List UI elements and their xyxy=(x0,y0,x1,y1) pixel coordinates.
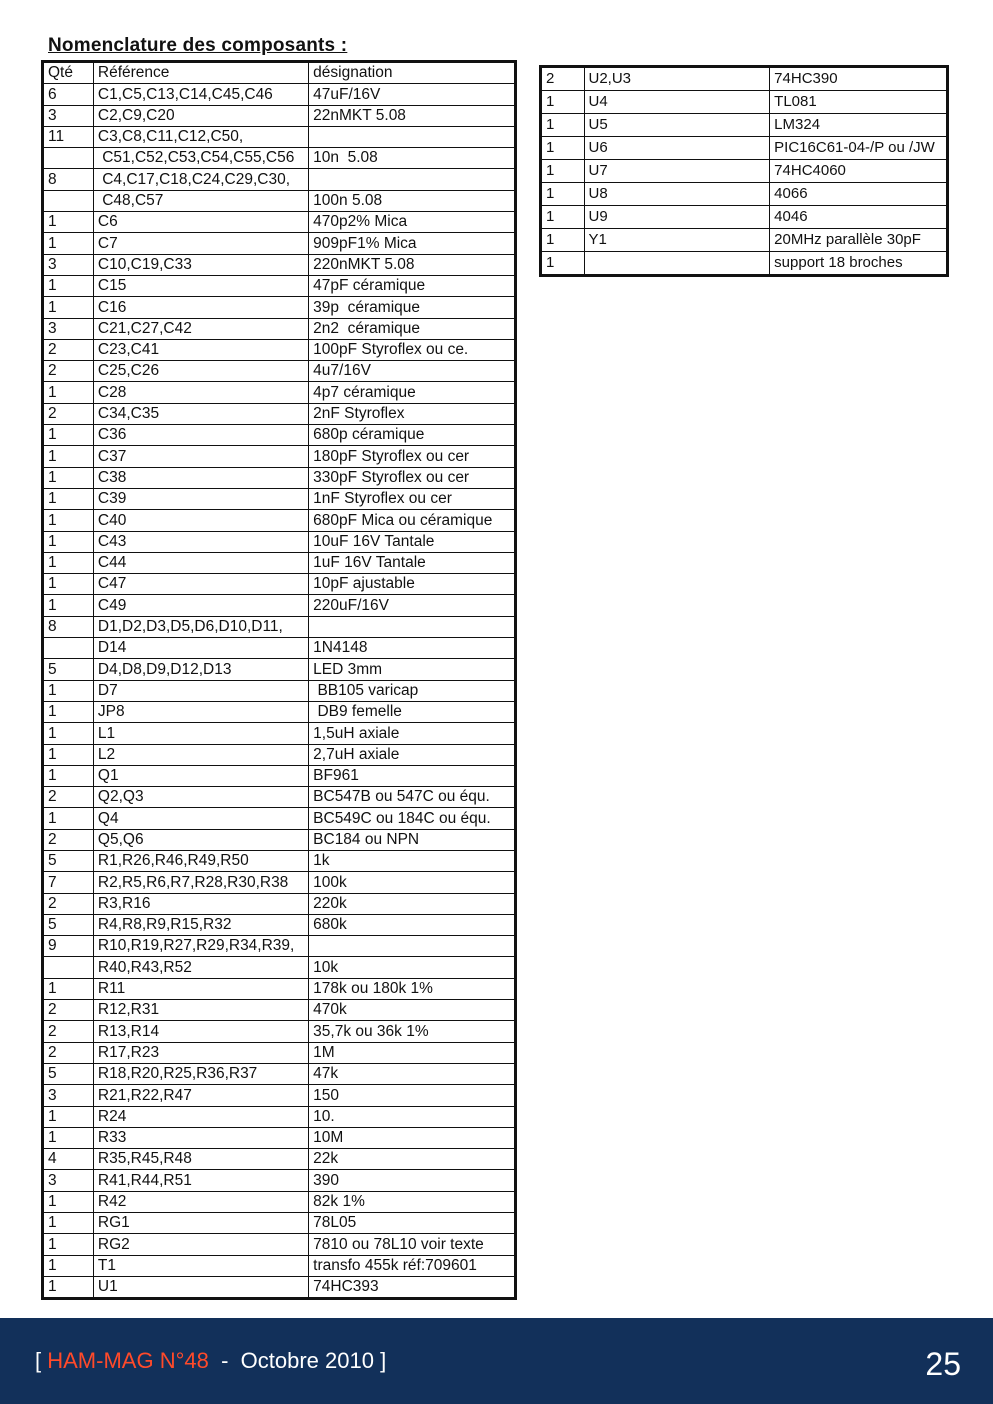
reference-cell: U2,U3 xyxy=(584,67,770,91)
reference-cell: R1,R26,R46,R49,R50 xyxy=(93,850,308,871)
designation-cell: 10. xyxy=(309,1106,516,1127)
table-row xyxy=(541,229,948,252)
table-row xyxy=(43,616,516,637)
table-row xyxy=(541,114,948,137)
qty-cell: 1 xyxy=(43,680,94,701)
designation-cell: 7810 ou 78L10 voir texte xyxy=(309,1234,516,1255)
table-row xyxy=(43,148,516,169)
qty-cell: 3 xyxy=(43,1170,94,1191)
designation-cell: 390 xyxy=(309,1170,516,1191)
reference-cell: U7 xyxy=(584,160,770,183)
reference-cell: C43 xyxy=(93,531,308,552)
reference-cell: U6 xyxy=(584,137,770,160)
table-row xyxy=(43,1021,516,1042)
table-row xyxy=(43,574,516,595)
qty-cell: 1 xyxy=(43,808,94,829)
designation-cell: 100k xyxy=(309,872,516,893)
qty-cell: 1 xyxy=(43,978,94,999)
table-row xyxy=(43,84,516,105)
qty-cell: 1 xyxy=(43,744,94,765)
table-row xyxy=(541,137,948,160)
table-row xyxy=(43,297,516,318)
qty-cell: 2 xyxy=(43,893,94,914)
qty-cell: 3 xyxy=(43,318,94,339)
qty-cell: 1 xyxy=(43,297,94,318)
designation-cell: 470k xyxy=(309,1000,516,1021)
designation-cell: 680p céramique xyxy=(309,425,516,446)
qty-cell: 1 xyxy=(43,701,94,722)
table-row xyxy=(43,957,516,978)
qty-cell: 1 xyxy=(541,137,585,160)
table-row xyxy=(43,233,516,254)
qty-cell: 1 xyxy=(541,183,585,206)
designation-cell: 220uF/16V xyxy=(309,595,516,616)
reference-cell: D7 xyxy=(93,680,308,701)
qty-cell: 2 xyxy=(43,339,94,360)
designation-cell xyxy=(309,169,516,190)
reference-cell: C16 xyxy=(93,297,308,318)
table-row xyxy=(43,403,516,424)
reference-cell: C4,C17,C18,C24,C29,C30, xyxy=(93,169,308,190)
table-row xyxy=(541,183,948,206)
qty-cell: 9 xyxy=(43,936,94,957)
qty-cell: 1 xyxy=(43,552,94,573)
table-row xyxy=(43,382,516,403)
qty-cell: 1 xyxy=(541,160,585,183)
designation-cell: 4046 xyxy=(770,206,948,229)
footer-bracket-close: ] xyxy=(380,1348,387,1373)
designation-cell: 4p7 céramique xyxy=(309,382,516,403)
reference-cell: R24 xyxy=(93,1106,308,1127)
designation-cell: 4066 xyxy=(770,183,948,206)
reference-cell: Q1 xyxy=(93,765,308,786)
designation-cell: DB9 femelle xyxy=(309,701,516,722)
reference-cell: R12,R31 xyxy=(93,1000,308,1021)
reference-cell xyxy=(584,252,770,276)
reference-cell: C48,C57 xyxy=(93,190,308,211)
header-designation: désignation xyxy=(309,62,516,84)
table-header-row xyxy=(43,62,516,84)
designation-cell: BC184 ou NPN xyxy=(309,829,516,850)
reference-cell: T1 xyxy=(93,1255,308,1276)
reference-cell: C10,C19,C33 xyxy=(93,254,308,275)
reference-cell: C7 xyxy=(93,233,308,254)
qty-cell: 1 xyxy=(43,233,94,254)
components-table-right xyxy=(539,65,949,277)
table-row xyxy=(43,659,516,680)
reference-cell: C47 xyxy=(93,574,308,595)
qty-cell: 1 xyxy=(43,1213,94,1234)
table-row xyxy=(43,361,516,382)
qty-cell: 2 xyxy=(541,67,585,91)
qty-cell xyxy=(43,638,94,659)
header-reference: Référence xyxy=(93,62,308,84)
reference-cell: L2 xyxy=(93,744,308,765)
qty-cell: 1 xyxy=(43,382,94,403)
table-row xyxy=(43,1149,516,1170)
qty-cell: 7 xyxy=(43,872,94,893)
designation-cell: 47k xyxy=(309,1063,516,1084)
reference-cell: U8 xyxy=(584,183,770,206)
designation-cell: LED 3mm xyxy=(309,659,516,680)
qty-cell: 1 xyxy=(43,212,94,233)
designation-cell: 74HC390 xyxy=(770,67,948,91)
table-row xyxy=(43,638,516,659)
qty-cell: 1 xyxy=(541,91,585,114)
table-row xyxy=(43,1000,516,1021)
header-qty: Qté xyxy=(43,62,94,84)
qty-cell: 1 xyxy=(43,1234,94,1255)
table-row xyxy=(541,91,948,114)
qty-cell: 1 xyxy=(43,510,94,531)
table-row xyxy=(43,893,516,914)
qty-cell: 1 xyxy=(43,531,94,552)
designation-cell: transfo 455k réf:709601 xyxy=(309,1255,516,1276)
table-row xyxy=(43,425,516,446)
reference-cell: C40 xyxy=(93,510,308,531)
designation-cell: 1uF 16V Tantale xyxy=(309,552,516,573)
table-row xyxy=(43,552,516,573)
qty-cell: 1 xyxy=(43,275,94,296)
reference-cell: C36 xyxy=(93,425,308,446)
table-row xyxy=(43,1255,516,1276)
designation-cell: 10M xyxy=(309,1127,516,1148)
qty-cell: 4 xyxy=(43,1149,94,1170)
qty-cell xyxy=(43,190,94,211)
designation-cell: 680k xyxy=(309,914,516,935)
table-row xyxy=(43,850,516,871)
table-row xyxy=(43,829,516,850)
qty-cell: 1 xyxy=(43,1106,94,1127)
qty-cell: 2 xyxy=(43,1021,94,1042)
footer-separator: - xyxy=(221,1348,229,1373)
reference-cell: C3,C8,C11,C12,C50, xyxy=(93,126,308,147)
reference-cell: R2,R5,R6,R7,R28,R30,R38 xyxy=(93,872,308,893)
designation-cell: 220k xyxy=(309,893,516,914)
designation-cell: 22nMKT 5.08 xyxy=(309,105,516,126)
components-table-left xyxy=(41,60,517,1300)
table-row xyxy=(541,206,948,229)
qty-cell: 5 xyxy=(43,914,94,935)
footer-bracket-open: [ xyxy=(35,1348,42,1373)
reference-cell: U5 xyxy=(584,114,770,137)
designation-cell: 2n2 céramique xyxy=(309,318,516,339)
designation-cell: BC549C ou 184C ou équ. xyxy=(309,808,516,829)
qty-cell: 11 xyxy=(43,126,94,147)
qty-cell: 2 xyxy=(43,1000,94,1021)
qty-cell: 5 xyxy=(43,1063,94,1084)
reference-cell: R18,R20,R25,R36,R37 xyxy=(93,1063,308,1084)
qty-cell: 1 xyxy=(43,574,94,595)
designation-cell: 10k xyxy=(309,957,516,978)
qty-cell: 3 xyxy=(43,254,94,275)
reference-cell: C44 xyxy=(93,552,308,573)
designation-cell xyxy=(309,936,516,957)
table-row xyxy=(541,252,948,276)
reference-cell: R3,R16 xyxy=(93,893,308,914)
qty-cell xyxy=(43,957,94,978)
reference-cell: R13,R14 xyxy=(93,1021,308,1042)
reference-cell: C34,C35 xyxy=(93,403,308,424)
qty-cell: 1 xyxy=(43,446,94,467)
qty-cell: 1 xyxy=(43,1255,94,1276)
qty-cell: 1 xyxy=(541,114,585,137)
designation-cell: 470p2% Mica xyxy=(309,212,516,233)
reference-cell: C38 xyxy=(93,467,308,488)
reference-cell: D14 xyxy=(93,638,308,659)
table-row xyxy=(43,510,516,531)
table-row xyxy=(43,169,516,190)
designation-cell: BC547B ou 547C ou équ. xyxy=(309,787,516,808)
reference-cell: C1,C5,C13,C14,C45,C46 xyxy=(93,84,308,105)
designation-cell: 78L05 xyxy=(309,1213,516,1234)
table-row xyxy=(43,488,516,509)
qty-cell: 1 xyxy=(541,229,585,252)
table-row xyxy=(43,1170,516,1191)
reference-cell: RG1 xyxy=(93,1213,308,1234)
reference-cell: D1,D2,D3,D5,D6,D10,D11, xyxy=(93,616,308,637)
table-row xyxy=(43,936,516,957)
designation-cell: 10n 5.08 xyxy=(309,148,516,169)
qty-cell: 1 xyxy=(43,1191,94,1212)
qty-cell: 8 xyxy=(43,169,94,190)
reference-cell: R21,R22,R47 xyxy=(93,1085,308,1106)
qty-cell: 6 xyxy=(43,84,94,105)
reference-cell: C28 xyxy=(93,382,308,403)
reference-cell: R42 xyxy=(93,1191,308,1212)
table-row xyxy=(43,1063,516,1084)
designation-cell: 2,7uH axiale xyxy=(309,744,516,765)
table-row xyxy=(43,872,516,893)
designation-cell: 10uF 16V Tantale xyxy=(309,531,516,552)
qty-cell: 1 xyxy=(43,595,94,616)
table-row xyxy=(43,1234,516,1255)
qty-cell: 5 xyxy=(43,659,94,680)
page-number: 25 xyxy=(925,1346,961,1382)
magazine-name: HAM-MAG N°48 xyxy=(47,1348,209,1373)
reference-cell: C51,C52,C53,C54,C55,C56 xyxy=(93,148,308,169)
table-row xyxy=(43,1042,516,1063)
issue-date: Octobre 2010 xyxy=(240,1348,374,1373)
designation-cell: 180pF Styroflex ou cer xyxy=(309,446,516,467)
reference-cell: R35,R45,R48 xyxy=(93,1149,308,1170)
qty-cell: 2 xyxy=(43,403,94,424)
reference-cell: C37 xyxy=(93,446,308,467)
table-row xyxy=(43,1276,516,1298)
qty-cell: 8 xyxy=(43,616,94,637)
table-row xyxy=(43,275,516,296)
reference-cell: Q2,Q3 xyxy=(93,787,308,808)
table-row xyxy=(43,744,516,765)
reference-cell: R11 xyxy=(93,978,308,999)
reference-cell: R33 xyxy=(93,1127,308,1148)
reference-cell: R17,R23 xyxy=(93,1042,308,1063)
qty-cell: 1 xyxy=(43,467,94,488)
reference-cell: Q4 xyxy=(93,808,308,829)
reference-cell: C25,C26 xyxy=(93,361,308,382)
page-footer xyxy=(0,1318,993,1404)
table-row xyxy=(43,701,516,722)
designation-cell: 1nF Styroflex ou cer xyxy=(309,488,516,509)
designation-cell: support 18 broches xyxy=(770,252,948,276)
designation-cell: BB105 varicap xyxy=(309,680,516,701)
designation-cell: 22k xyxy=(309,1149,516,1170)
reference-cell: L1 xyxy=(93,723,308,744)
designation-cell: 1,5uH axiale xyxy=(309,723,516,744)
designation-cell: 20MHz parallèle 30pF xyxy=(770,229,948,252)
reference-cell: R41,R44,R51 xyxy=(93,1170,308,1191)
qty-cell: 5 xyxy=(43,850,94,871)
qty-cell: 2 xyxy=(43,361,94,382)
designation-cell: 1k xyxy=(309,850,516,871)
table-row xyxy=(43,339,516,360)
designation-cell: 39p céramique xyxy=(309,297,516,318)
reference-cell: C15 xyxy=(93,275,308,296)
qty-cell: 1 xyxy=(541,206,585,229)
reference-cell: RG2 xyxy=(93,1234,308,1255)
table-row xyxy=(43,318,516,339)
reference-cell: R10,R19,R27,R29,R34,R39, xyxy=(93,936,308,957)
qty-cell: 3 xyxy=(43,1085,94,1106)
reference-cell: C49 xyxy=(93,595,308,616)
table-row xyxy=(43,680,516,701)
designation-cell: TL081 xyxy=(770,91,948,114)
reference-cell: C39 xyxy=(93,488,308,509)
designation-cell: 100pF Styroflex ou ce. xyxy=(309,339,516,360)
table-row xyxy=(43,126,516,147)
qty-cell: 1 xyxy=(43,425,94,446)
table-row xyxy=(43,978,516,999)
designation-cell: 47pF céramique xyxy=(309,275,516,296)
designation-cell xyxy=(309,126,516,147)
designation-cell: BF961 xyxy=(309,765,516,786)
reference-cell: R40,R43,R52 xyxy=(93,957,308,978)
designation-cell: 680pF Mica ou céramique xyxy=(309,510,516,531)
reference-cell: U9 xyxy=(584,206,770,229)
qty-cell: 1 xyxy=(43,1276,94,1298)
table-row xyxy=(43,595,516,616)
table-row xyxy=(43,467,516,488)
designation-cell: 150 xyxy=(309,1085,516,1106)
qty-cell: 1 xyxy=(43,765,94,786)
reference-cell: C21,C27,C42 xyxy=(93,318,308,339)
designation-cell xyxy=(309,616,516,637)
table-row xyxy=(43,446,516,467)
designation-cell: 47uF/16V xyxy=(309,84,516,105)
table-row xyxy=(43,190,516,211)
designation-cell: 909pF1% Mica xyxy=(309,233,516,254)
reference-cell: U4 xyxy=(584,91,770,114)
table-row xyxy=(43,212,516,233)
reference-cell: Y1 xyxy=(584,229,770,252)
reference-cell: C23,C41 xyxy=(93,339,308,360)
designation-cell: 82k 1% xyxy=(309,1191,516,1212)
reference-cell: JP8 xyxy=(93,701,308,722)
designation-cell: 4u7/16V xyxy=(309,361,516,382)
designation-cell: 330pF Styroflex ou cer xyxy=(309,467,516,488)
reference-cell: Q5,Q6 xyxy=(93,829,308,850)
qty-cell: 3 xyxy=(43,105,94,126)
table-row xyxy=(43,914,516,935)
table-row xyxy=(43,723,516,744)
designation-cell: 35,7k ou 36k 1% xyxy=(309,1021,516,1042)
reference-cell: D4,D8,D9,D12,D13 xyxy=(93,659,308,680)
footer-issue xyxy=(35,1348,386,1374)
qty-cell: 2 xyxy=(43,787,94,808)
table-row xyxy=(43,105,516,126)
designation-cell: PIC16C61-04-/P ou /JW xyxy=(770,137,948,160)
designation-cell: 178k ou 180k 1% xyxy=(309,978,516,999)
reference-cell: U1 xyxy=(93,1276,308,1298)
designation-cell: 10pF ajustable xyxy=(309,574,516,595)
designation-cell: 220nMKT 5.08 xyxy=(309,254,516,275)
qty-cell: 1 xyxy=(43,1127,94,1148)
reference-cell: R4,R8,R9,R15,R32 xyxy=(93,914,308,935)
page-title: Nomenclature des composants : xyxy=(48,35,348,56)
table-row xyxy=(43,765,516,786)
table-row xyxy=(43,787,516,808)
table-row xyxy=(541,67,948,91)
designation-cell: 1M xyxy=(309,1042,516,1063)
qty-cell: 1 xyxy=(43,488,94,509)
table-row xyxy=(43,1106,516,1127)
table-row xyxy=(43,1213,516,1234)
table-row xyxy=(43,1127,516,1148)
designation-cell: 74HC4060 xyxy=(770,160,948,183)
reference-cell: C2,C9,C20 xyxy=(93,105,308,126)
qty-cell: 2 xyxy=(43,1042,94,1063)
designation-cell: 2nF Styroflex xyxy=(309,403,516,424)
designation-cell: 100n 5.08 xyxy=(309,190,516,211)
table-row xyxy=(43,254,516,275)
designation-cell: 74HC393 xyxy=(309,1276,516,1298)
qty-cell: 1 xyxy=(541,252,585,276)
table-row xyxy=(43,1191,516,1212)
qty-cell xyxy=(43,148,94,169)
table-row xyxy=(541,160,948,183)
table-row xyxy=(43,531,516,552)
designation-cell: LM324 xyxy=(770,114,948,137)
table-row xyxy=(43,1085,516,1106)
qty-cell: 1 xyxy=(43,723,94,744)
table-row xyxy=(43,808,516,829)
qty-cell: 2 xyxy=(43,829,94,850)
designation-cell: 1N4148 xyxy=(309,638,516,659)
reference-cell: C6 xyxy=(93,212,308,233)
